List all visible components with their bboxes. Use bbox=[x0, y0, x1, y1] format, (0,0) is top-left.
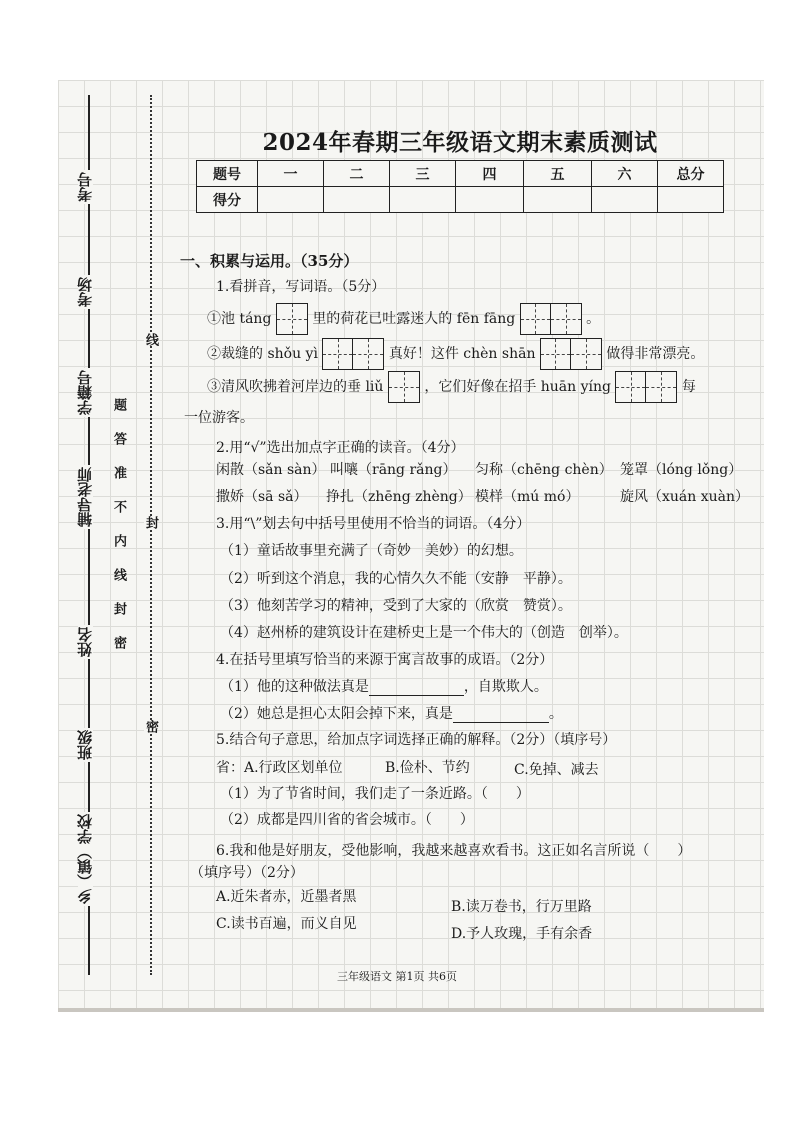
q1-line2 bbox=[207, 338, 704, 370]
score-header-cell: 四 bbox=[456, 161, 524, 187]
page-title: 2024年春期三年级语文期末素质测试 bbox=[262, 129, 658, 156]
score-header-cell: 六 bbox=[592, 161, 658, 187]
warn-char: 准 bbox=[111, 466, 126, 479]
score-header-cell: 五 bbox=[524, 161, 592, 187]
pinyin-writing-grid[interactable] bbox=[276, 303, 308, 335]
pinyin-writing-grid[interactable] bbox=[322, 338, 384, 370]
q4-item-1 bbox=[220, 679, 548, 696]
q5-option-c: C.免掉、减去 bbox=[514, 762, 599, 778]
warn-char: 线 bbox=[111, 568, 126, 581]
q4-text: （1）他的这种做法真是 bbox=[220, 679, 369, 695]
q2-heading: 2.用“√”选出加点字正确的读音。（4分） bbox=[216, 440, 465, 456]
score-value-row bbox=[197, 187, 724, 213]
q3-item: （2）听到这个消息，我的心情久久不能（安静 平静）。 bbox=[220, 571, 572, 587]
q1-text: 。 bbox=[586, 311, 601, 327]
q3-item: （3）他刻苦学习的精神，受到了大家的（欣赏 赞赏）。 bbox=[220, 598, 572, 614]
score-input-cell[interactable] bbox=[258, 187, 324, 213]
q2-option[interactable]: 笼罩（lóng lǒng） bbox=[620, 462, 743, 478]
q4-text: 。 bbox=[548, 706, 563, 722]
pinyin-writing-grid[interactable] bbox=[520, 303, 582, 335]
score-header-row bbox=[197, 161, 724, 187]
q6-option-a[interactable]: A.近朱者赤，近墨者黑 bbox=[216, 889, 357, 905]
q5-item: （2）成都是四川省的省会城市。（ ） bbox=[220, 812, 474, 828]
q6-option-d[interactable]: D.予人玫瑰，手有余香 bbox=[451, 926, 593, 942]
q1-text: 里的荷花已吐露迷人的 fēn fāng bbox=[312, 311, 516, 327]
q5-item: （1）为了节省时间，我们走了一条近路。（ ） bbox=[220, 786, 530, 802]
q1-line1 bbox=[207, 303, 600, 335]
field-township-school: 乡（镇）学校 bbox=[76, 814, 94, 904]
q1-heading: 1.看拼音，写词语。（5分） bbox=[216, 279, 386, 295]
pinyin-writing-grid[interactable] bbox=[540, 338, 602, 370]
q1-text: 每 bbox=[681, 379, 696, 395]
score-header-cell: 二 bbox=[324, 161, 390, 187]
q5-option-a: 省：A.行政区划单位 bbox=[216, 760, 343, 776]
field-exam-number: 考号 bbox=[76, 172, 94, 202]
q5-heading: 5.结合句子意思，给加点字词选择正确的解释。（2分）（填序号） bbox=[216, 732, 617, 748]
field-exam-room: 考场 bbox=[76, 277, 94, 307]
score-input-cell[interactable] bbox=[324, 187, 390, 213]
warn-char: 答 bbox=[111, 432, 126, 445]
score-table bbox=[196, 160, 724, 213]
score-header-cell: 一 bbox=[258, 161, 324, 187]
q3-heading: 3.用“\”划去句中括号里使用不恰当的词语。（4分） bbox=[216, 516, 531, 532]
field-tutor: 辅导老师 bbox=[76, 467, 94, 527]
score-input-cell[interactable] bbox=[524, 187, 592, 213]
warn-char: 题 bbox=[111, 398, 126, 411]
q1-line3 bbox=[207, 371, 696, 403]
q1-text: 真好！这件 chèn shān bbox=[388, 346, 536, 362]
q1-text: ③清风吹拂着河岸边的垂 liǔ bbox=[207, 379, 384, 395]
q2-option[interactable]: 旋风（xuán xuàn） bbox=[620, 489, 750, 505]
q2-option[interactable]: 叫嚷（rāng rǎng） bbox=[330, 462, 457, 478]
q6-heading-2: （填序号）（2分） bbox=[190, 865, 304, 881]
q6-heading: 6.我和他是好朋友，受他影响，我越来越喜欢看书。这正如名言所说（ ） bbox=[216, 843, 692, 859]
q4-text: ，自欺欺人。 bbox=[463, 679, 548, 695]
binding-note-secret: 密 bbox=[143, 720, 158, 733]
q1-line4: 一位游客。 bbox=[184, 410, 254, 426]
score-input-cell[interactable] bbox=[592, 187, 658, 213]
q1-text: ②裁缝的 shǒu yì bbox=[207, 346, 318, 362]
warn-char: 密 bbox=[111, 636, 126, 649]
score-row-label: 得分 bbox=[197, 187, 258, 213]
score-input-cell[interactable] bbox=[456, 187, 524, 213]
q4-heading: 4.在括号里填写恰当的来源于寓言故事的成语。（2分） bbox=[216, 652, 554, 668]
field-class: 班级 bbox=[76, 730, 94, 760]
pinyin-writing-grid[interactable] bbox=[388, 371, 420, 403]
page-footer: 三年级语文 第1页 共6页 bbox=[337, 970, 457, 983]
warn-char: 封 bbox=[111, 602, 126, 615]
pinyin-writing-grid[interactable] bbox=[615, 371, 677, 403]
q6-option-b[interactable]: B.读万卷书，行万里路 bbox=[451, 899, 592, 915]
binding-note-line: 线 bbox=[143, 333, 158, 346]
q1-text: 做得非常漂亮。 bbox=[606, 346, 705, 362]
q4-answer-blank[interactable] bbox=[369, 681, 464, 696]
q4-text: （2）她总是担心太阳会掉下来，真是 bbox=[220, 706, 453, 722]
score-input-cell[interactable] bbox=[390, 187, 456, 213]
q4-answer-blank[interactable] bbox=[453, 708, 549, 723]
binding-note-seal: 封 bbox=[143, 516, 158, 529]
q2-option[interactable]: 模样（mú mó） bbox=[475, 489, 580, 505]
q2-option[interactable]: 挣扎（zhēng zhèng） bbox=[326, 489, 472, 505]
field-student-id: 学籍号 bbox=[76, 370, 94, 415]
score-header-cell: 总分 bbox=[658, 161, 724, 187]
q1-text: ①池 táng bbox=[207, 311, 272, 327]
q2-option[interactable]: 闲散（sǎn sàn） bbox=[216, 462, 326, 478]
q5-option-b: B.俭朴、节约 bbox=[385, 760, 470, 776]
q3-item: （1）童话故事里充满了（奇妙 美妙）的幻想。 bbox=[220, 543, 523, 559]
section-heading: 一、积累与运用。（35分） bbox=[180, 252, 359, 270]
q3-item: （4）赵州桥的建筑设计在建桥史上是一个伟大的（创造 创举）。 bbox=[220, 625, 628, 641]
binding-dotted-line bbox=[150, 95, 152, 975]
score-input-cell[interactable] bbox=[658, 187, 724, 213]
q4-item-2 bbox=[220, 706, 563, 723]
q6-option-c[interactable]: C.读书百遍，而义自见 bbox=[216, 916, 357, 932]
q2-option[interactable]: 匀称（chēng chèn） bbox=[475, 462, 613, 478]
q2-option[interactable]: 撒娇（sā sǎ） bbox=[216, 489, 308, 505]
warn-char: 不 bbox=[111, 500, 126, 513]
paper-edge bbox=[58, 1008, 764, 1012]
warn-char: 内 bbox=[111, 534, 126, 547]
field-name: 姓名 bbox=[76, 627, 94, 657]
score-header-cell: 三 bbox=[390, 161, 456, 187]
score-header-cell: 题号 bbox=[197, 161, 258, 187]
q1-text: ，它们好像在招手 huān yíng bbox=[424, 379, 611, 395]
